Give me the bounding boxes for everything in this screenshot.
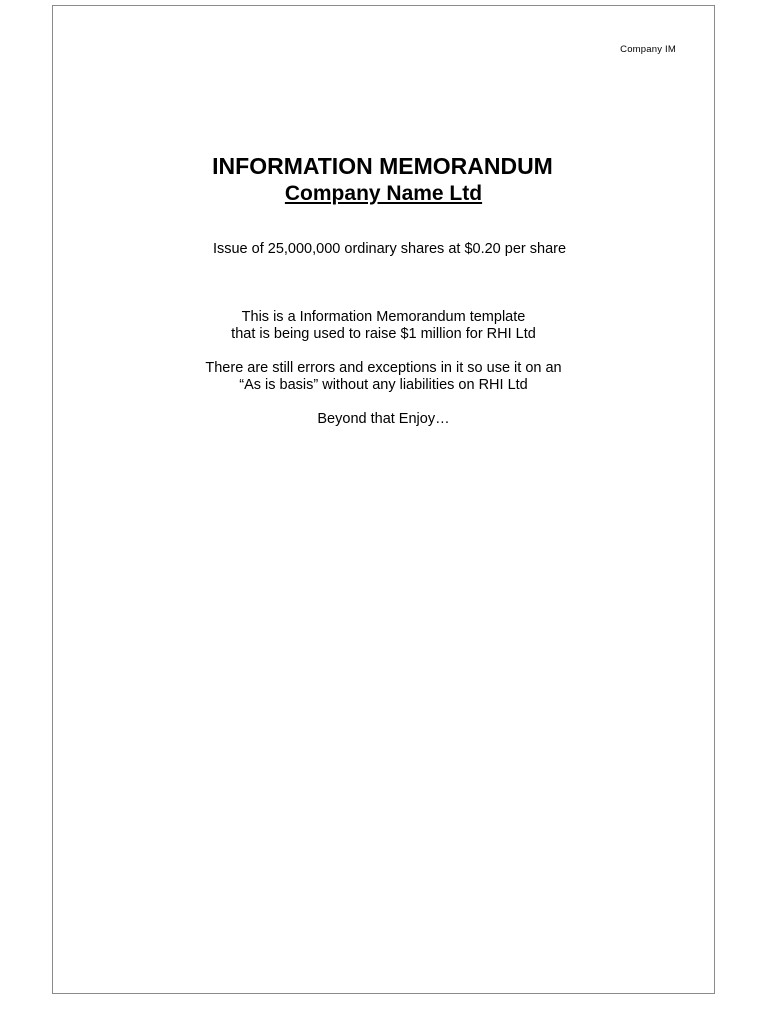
text-line: that is being used to raise $1 million for RHI Ltd bbox=[231, 326, 536, 342]
paragraph-disclaimer bbox=[53, 360, 714, 394]
text-line: This is a Information Memorandum template bbox=[241, 309, 526, 325]
body-text bbox=[53, 309, 714, 445]
text-line: Beyond that Enjoy… bbox=[317, 411, 450, 427]
document-title: INFORMATION MEMORANDUM bbox=[212, 153, 553, 179]
header-label: Company IM bbox=[620, 44, 676, 55]
title-block bbox=[53, 152, 714, 208]
text-line: “As is basis” without any liabilities on RHI Ltd bbox=[239, 377, 528, 393]
company-name: Company Name Ltd bbox=[284, 182, 483, 205]
share-issue-text: Issue of 25,000,000 ordinary shares at $0.20 per share bbox=[212, 241, 567, 257]
paragraph-closing bbox=[53, 411, 714, 428]
paragraph-template-intro bbox=[53, 309, 714, 343]
document-page bbox=[52, 5, 715, 994]
text-line: There are still errors and exceptions in it so use it on an bbox=[205, 360, 562, 376]
